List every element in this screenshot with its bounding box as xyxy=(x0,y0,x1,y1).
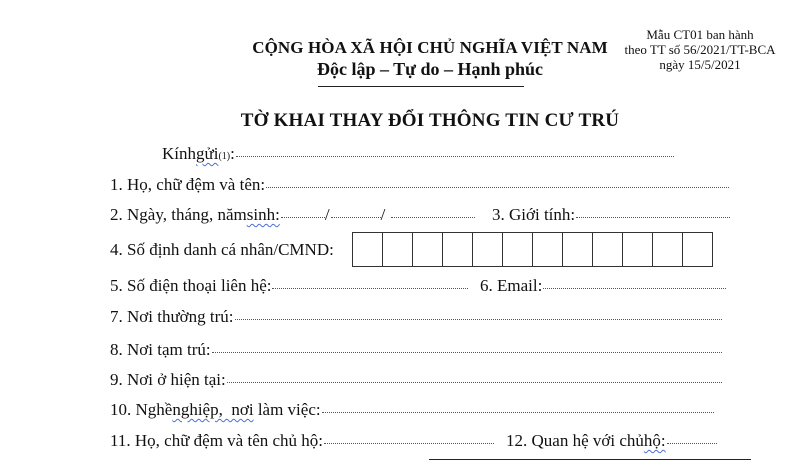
id-digit-box[interactable] xyxy=(683,233,712,266)
relation-label: 12. Quan hệ với chủ xyxy=(506,431,644,450)
id-number-boxes[interactable] xyxy=(352,232,713,267)
gender-label: 3. Giới tính: xyxy=(492,205,576,224)
id-digit-box[interactable] xyxy=(503,233,533,266)
form-title: TỜ KHAI THAY ĐỔI THÔNG TIN CƯ TRÚ xyxy=(240,110,620,131)
national-title: CỘNG HÒA XÃ HỘI CHỦ NGHĨA VIỆT NAM xyxy=(252,38,608,57)
current-residence-row xyxy=(110,369,722,391)
id-digit-box[interactable] xyxy=(473,233,503,266)
phone-label: 5. Số điện thoại liên hệ: xyxy=(110,276,272,295)
id-digit-box[interactable] xyxy=(653,233,683,266)
id-number-row xyxy=(110,239,334,261)
full-name-label: 1. Họ, chữ đệm và tên: xyxy=(110,175,266,194)
id-digit-box[interactable] xyxy=(413,233,443,266)
email-label: 6. Email: xyxy=(480,276,543,295)
form-note-line-2: theo TT số 56/2021/TT-BCA xyxy=(624,42,776,57)
dob-separator-2: / xyxy=(380,205,386,224)
id-digit-box[interactable] xyxy=(353,233,383,266)
permanent-residence-row xyxy=(110,306,722,328)
temporary-residence-field[interactable] xyxy=(212,351,722,353)
recipient-row: Kính gửi (1) : xyxy=(162,143,674,165)
gender-field[interactable] xyxy=(576,216,730,218)
occupation-field[interactable] xyxy=(322,411,714,413)
dob-month-field[interactable] xyxy=(331,216,381,218)
temporary-residence-row xyxy=(110,339,722,361)
occupation-label: 10. Nghề xyxy=(110,400,173,419)
id-digit-box[interactable] xyxy=(383,233,413,266)
phone-row xyxy=(110,275,468,297)
household-head-row xyxy=(110,430,494,452)
occupation-label-words: nghiệp, nơi xyxy=(172,400,254,419)
id-digit-box[interactable] xyxy=(533,233,563,266)
household-head-label: 11. Họ, chữ đệm và tên chủ hộ: xyxy=(110,431,324,450)
current-residence-field[interactable] xyxy=(227,381,722,383)
document-header xyxy=(230,38,630,80)
relation-label-word: hộ: xyxy=(643,431,666,450)
email-field[interactable] xyxy=(543,287,726,289)
id-digit-box[interactable] xyxy=(443,233,473,266)
full-name-field[interactable] xyxy=(266,186,729,188)
relation-row xyxy=(506,430,717,452)
gender-row xyxy=(492,204,730,226)
household-head-field[interactable] xyxy=(324,442,494,444)
dob-label: 2. Ngày, tháng, năm xyxy=(110,205,247,224)
dob-separator-1: / xyxy=(324,205,330,224)
phone-field[interactable] xyxy=(272,287,468,289)
permanent-residence-field[interactable] xyxy=(235,318,722,320)
occupation-label-end: làm việc: xyxy=(253,400,321,419)
dob-row xyxy=(110,204,475,226)
id-digit-box[interactable] xyxy=(623,233,653,266)
current-residence-label: 9. Nơi ở hiện tại: xyxy=(110,370,226,389)
motto-underline xyxy=(318,86,524,87)
permanent-residence-label: 7. Nơi thường trú: xyxy=(110,307,234,326)
form-reference-note xyxy=(615,27,785,72)
recipient-colon: : xyxy=(230,144,235,163)
email-row xyxy=(480,275,726,297)
form-note-line-3: ngày 15/5/2021 xyxy=(659,57,741,72)
dob-day-field[interactable] xyxy=(281,216,325,218)
national-motto: Độc lập – Tự do – Hạnh phúc xyxy=(316,59,544,79)
recipient-label-word: gửi xyxy=(196,144,219,163)
relation-field[interactable] xyxy=(667,442,717,444)
id-number-label: 4. Số định danh cá nhân/CMND: xyxy=(110,240,334,259)
bottom-rule xyxy=(429,459,751,460)
occupation-row xyxy=(110,399,714,421)
dob-year-field[interactable] xyxy=(391,216,475,218)
id-digit-box[interactable] xyxy=(593,233,623,266)
id-digit-box[interactable] xyxy=(563,233,593,266)
full-name-row xyxy=(110,174,729,196)
dob-label-word: sinh: xyxy=(246,205,280,224)
recipient-field[interactable] xyxy=(236,155,674,157)
temporary-residence-label: 8. Nơi tạm trú: xyxy=(110,340,211,359)
form-note-line-1: Mẫu CT01 ban hành xyxy=(646,27,754,42)
recipient-label: Kính xyxy=(162,144,196,163)
